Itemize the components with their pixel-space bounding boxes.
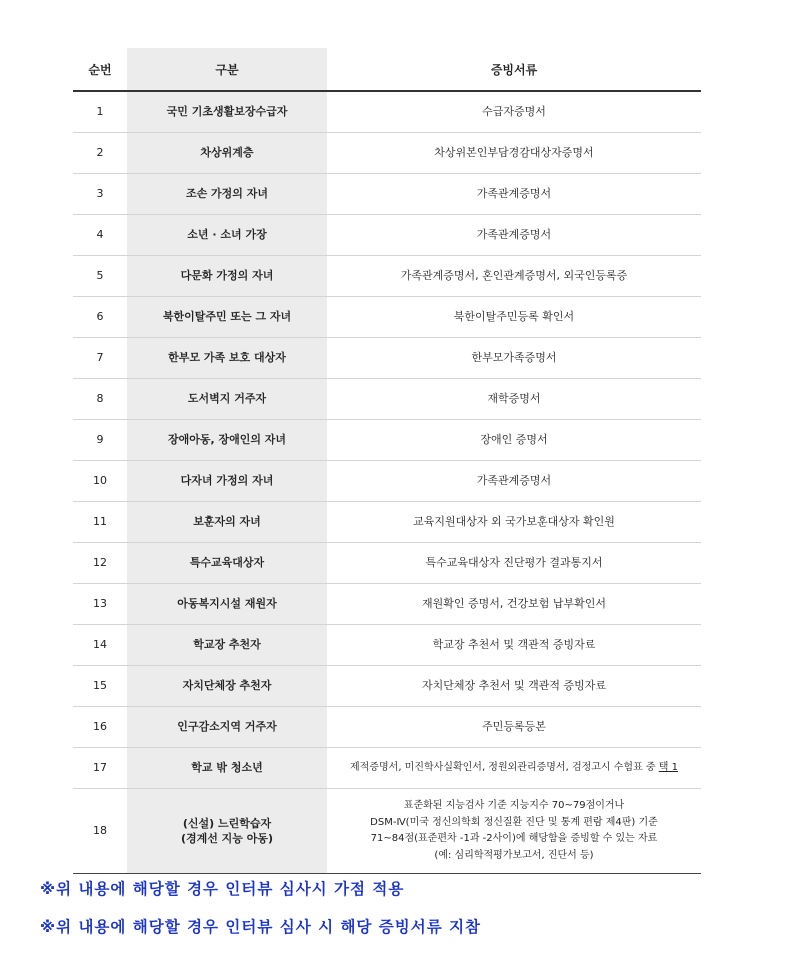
table-row <box>73 174 701 215</box>
table-row <box>73 133 701 174</box>
row-category: 차상위계층 <box>127 133 327 174</box>
row-documents: 재원확인 증명서, 건강보험 납부확인서 <box>327 584 701 625</box>
row-category-line: (경계선 지능 아동) <box>180 832 274 845</box>
row-num: 1 <box>73 91 127 133</box>
row-num: 5 <box>73 256 127 297</box>
table-row <box>73 297 701 338</box>
table-row <box>73 91 701 133</box>
row-num: 12 <box>73 543 127 584</box>
table-row <box>73 338 701 379</box>
row-documents-line: DSM-Ⅳ(미국 정신의학회 정신질환 진단 및 통계 편람 제4판) 기준 <box>370 816 658 828</box>
row-documents: 수급자증명서 <box>327 91 701 133</box>
row-category <box>127 789 327 874</box>
row-documents: 재학증명서 <box>327 379 701 420</box>
table-row <box>73 256 701 297</box>
table-row <box>73 789 701 874</box>
row-category: 소년 · 소녀 가장 <box>127 215 327 256</box>
row-documents <box>327 748 701 789</box>
row-num: 9 <box>73 420 127 461</box>
row-documents: 차상위본인부담경감대상자증명서 <box>327 133 701 174</box>
row-num: 8 <box>73 379 127 420</box>
table-header-row <box>73 48 701 91</box>
row-category: 도서벽지 거주자 <box>127 379 327 420</box>
row-documents: 장애인 증명서 <box>327 420 701 461</box>
row-num: 7 <box>73 338 127 379</box>
header-documents: 증빙서류 <box>327 48 701 91</box>
row-documents-line: 표준화된 지능검사 기준 지능지수 70~79점이거나 <box>403 800 625 811</box>
row-category: 학교 밖 청소년 <box>127 748 327 789</box>
row-num: 10 <box>73 461 127 502</box>
row-documents: 가족관계증명서, 혼인관계증명서, 외국인등록증 <box>327 256 701 297</box>
row-documents-line: 71~84점(표준편차 -1과 -2사이)에 해당함을 증빙할 수 있는 자료 <box>370 833 658 844</box>
header-category: 구분 <box>127 48 327 91</box>
row-documents-line: (예: 심리학적평가보고서, 진단서 등) <box>434 849 594 861</box>
header-num: 순번 <box>73 48 127 91</box>
row-category: 장애아동, 장애인의 자녀 <box>127 420 327 461</box>
row-category-line: (신설) 느린학습자 <box>182 816 272 830</box>
row-documents: 교육지원대상자 외 국가보훈대상자 확인원 <box>327 502 701 543</box>
row-documents: 한부모가족증명서 <box>327 338 701 379</box>
table-row <box>73 707 701 748</box>
row-category: 자치단체장 추천자 <box>127 666 327 707</box>
row-num: 14 <box>73 625 127 666</box>
row-category: 아동복지시설 재원자 <box>127 584 327 625</box>
evidence-documents-table <box>73 48 701 874</box>
row-documents: 학교장 추천서 및 객관적 증빙자료 <box>327 625 701 666</box>
row-documents: 주민등록등본 <box>327 707 701 748</box>
table-row <box>73 625 701 666</box>
row-documents <box>327 789 701 874</box>
row-category: 학교장 추천자 <box>127 625 327 666</box>
row-num: 13 <box>73 584 127 625</box>
row-category: 특수교육대상자 <box>127 543 327 584</box>
table-row <box>73 584 701 625</box>
note-bring-documents: ※위 내용에 해당할 경우 인터뷰 심사 시 해당 증빙서류 지참 <box>40 918 482 936</box>
row-num: 6 <box>73 297 127 338</box>
table-row <box>73 748 701 789</box>
row-category: 북한이탈주민 또는 그 자녀 <box>127 297 327 338</box>
row-num: 16 <box>73 707 127 748</box>
row-category: 조손 가정의 자녀 <box>127 174 327 215</box>
row-documents: 자치단체장 추천서 및 객관적 증빙자료 <box>327 666 701 707</box>
row-documents: 가족관계증명서 <box>327 215 701 256</box>
row-documents: 특수교육대상자 진단평가 결과통지서 <box>327 543 701 584</box>
row-category: 보훈자의 자녀 <box>127 502 327 543</box>
row-num: 11 <box>73 502 127 543</box>
table-row <box>73 420 701 461</box>
row-num: 15 <box>73 666 127 707</box>
row-documents: 가족관계증명서 <box>327 461 701 502</box>
row-num: 3 <box>73 174 127 215</box>
table-row <box>73 502 701 543</box>
row-documents-text: 제적증명서, 미진학사실확인서, 정원외관리증명서, 검정고시 수험표 중 <box>350 762 659 773</box>
row-num: 18 <box>73 789 127 874</box>
row-category: 국민 기초생활보장수급자 <box>127 91 327 133</box>
row-documents-underlined: 택 1 <box>658 762 678 773</box>
row-num: 17 <box>73 748 127 789</box>
row-category: 한부모 가족 보호 대상자 <box>127 338 327 379</box>
table-row <box>73 666 701 707</box>
table-row <box>73 379 701 420</box>
row-category: 인구감소지역 거주자 <box>127 707 327 748</box>
row-documents: 북한이탈주민등록 확인서 <box>327 297 701 338</box>
row-num: 4 <box>73 215 127 256</box>
row-category: 다자녀 가정의 자녀 <box>127 461 327 502</box>
note-interview-bonus: ※위 내용에 해당할 경우 인터뷰 심사시 가점 적용 <box>40 880 405 898</box>
table-row <box>73 461 701 502</box>
table-row <box>73 215 701 256</box>
table-row <box>73 543 701 584</box>
row-num: 2 <box>73 133 127 174</box>
row-documents: 가족관계증명서 <box>327 174 701 215</box>
row-category: 다문화 가정의 자녀 <box>127 256 327 297</box>
